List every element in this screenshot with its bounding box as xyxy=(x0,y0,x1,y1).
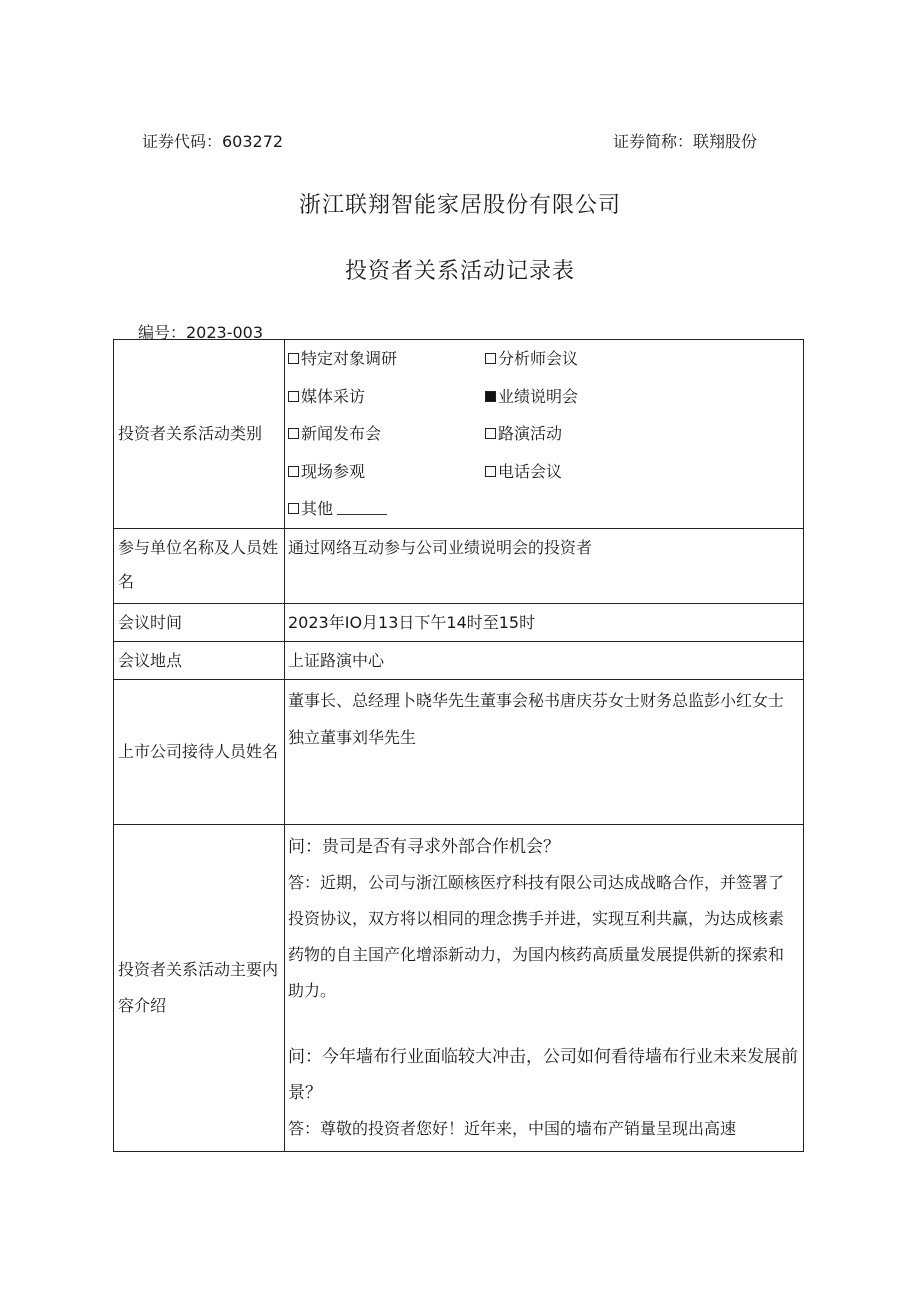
participants-label-text: 参与单位名称及人员姓名 xyxy=(118,537,279,591)
option-conference-call[interactable] xyxy=(485,453,665,491)
checkbox-icon[interactable] xyxy=(288,428,299,439)
company-name: 浙江联翔智能家居股份有限公司 xyxy=(298,193,621,218)
meeting-time-value xyxy=(285,603,804,641)
option-earnings-briefing[interactable] xyxy=(485,378,665,416)
checked-checkbox-icon[interactable] xyxy=(485,391,496,402)
meeting-place-value-text: 上证路演中心 xyxy=(288,650,385,670)
record-table xyxy=(113,339,804,1152)
stock-code: 证券代码：603272 xyxy=(142,132,284,151)
other-blank-line[interactable] xyxy=(337,502,387,515)
option-label: 路演活动 xyxy=(498,424,563,444)
checkbox-icon[interactable] xyxy=(485,466,496,477)
row-main-content xyxy=(114,824,804,1151)
answer-1: 答：近期，公司与浙江颐核医疗科技有限公司达成战略合作，并签署了投资协议，双方将以相同的理念携手并进，实现互利共赢，为达成核素药物的自主国产化增添新动力，为国内核药高质量发展提供新的探索和助力。 xyxy=(288,872,785,1000)
main-content-label-text: 投资者关系活动主要内容介绍 xyxy=(118,959,279,1015)
checkbox-icon[interactable] xyxy=(288,353,299,364)
question-1: 问：贵司是否有寻求外部合作机会？ xyxy=(288,836,560,857)
option-media-interview[interactable] xyxy=(288,378,485,416)
option-other[interactable] xyxy=(288,490,485,528)
participants-value xyxy=(285,528,804,603)
checkbox-icon[interactable] xyxy=(485,428,496,439)
checkbox-icon[interactable] xyxy=(288,466,299,477)
option-label: 特定对象调研 xyxy=(301,349,398,369)
meeting-place-label xyxy=(114,641,285,679)
participants-label xyxy=(114,528,285,603)
receptionists-value-text: 董事长、总经理卜晓华先生董事会秘书唐庆芬女士财务总监彭小红女士独立董事刘华先生 xyxy=(288,690,785,747)
row-meeting-time xyxy=(114,603,804,641)
receptionists-label xyxy=(114,679,285,824)
option-label: 电话会议 xyxy=(498,461,563,481)
meeting-time-value-text: 2023年IO月13日下午14时至15时 xyxy=(288,612,536,632)
receptionists-value xyxy=(285,679,804,824)
activity-type-label-text: 投资者关系活动类别 xyxy=(118,423,263,443)
checkbox-icon[interactable] xyxy=(485,353,496,364)
option-label: 现场参观 xyxy=(301,461,366,481)
option-label: 分析师会议 xyxy=(498,349,579,369)
question-2: 问：今年墙布行业面临较大冲击，公司如何看待墙布行业未来发展前景？ xyxy=(288,1046,798,1103)
option-site-visit[interactable] xyxy=(288,453,485,491)
option-label: 业绩说明会 xyxy=(498,386,579,406)
activity-type-options xyxy=(285,340,804,529)
activity-type-label xyxy=(114,340,285,529)
meeting-time-label xyxy=(114,603,285,641)
row-activity-type xyxy=(114,340,804,529)
option-label: 媒体采访 xyxy=(301,386,366,406)
option-press-conference[interactable] xyxy=(288,415,485,453)
main-content-value xyxy=(285,824,804,1151)
participants-value-text: 通过网络互动参与公司业绩说明会的投资者 xyxy=(288,537,593,557)
document-title: 投资者关系活动记录表 xyxy=(344,259,575,284)
receptionists-label-text: 上市公司接待人员姓名 xyxy=(118,742,279,761)
serial-number: 编号：2023-003 xyxy=(138,323,264,342)
checkbox-icon[interactable] xyxy=(288,391,299,402)
answer-2: 答：尊敬的投资者您好！近年来，中国的墙布产销量呈现出高速 xyxy=(288,1118,737,1138)
main-content-label xyxy=(114,824,285,1151)
row-participants xyxy=(114,528,804,603)
option-analyst-meeting[interactable] xyxy=(485,340,665,378)
row-receptionists xyxy=(114,679,804,824)
option-specific-research[interactable] xyxy=(288,340,485,378)
meeting-place-label-text: 会议地点 xyxy=(118,650,183,670)
meeting-time-label-text: 会议时间 xyxy=(118,612,183,632)
checkbox-icon[interactable] xyxy=(288,503,299,514)
meeting-place-value xyxy=(285,641,804,679)
row-meeting-place xyxy=(114,641,804,679)
stock-abbreviation: 证券简称：联翔股份 xyxy=(613,132,758,151)
option-label: 其他 xyxy=(301,499,334,519)
option-label: 新闻发布会 xyxy=(301,424,382,444)
option-roadshow[interactable] xyxy=(485,415,665,453)
